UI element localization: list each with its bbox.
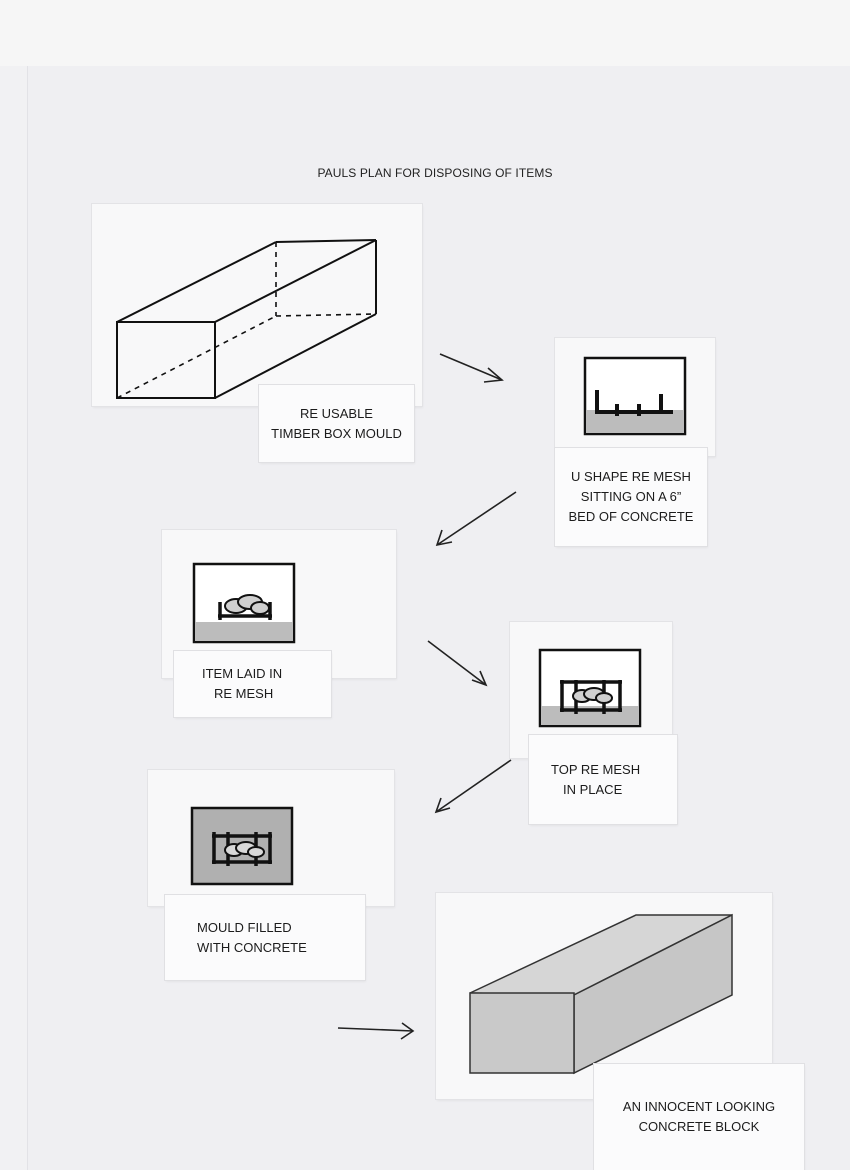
step-3-label: ITEM LAID IN RE MESH — [174, 651, 331, 717]
filled-mould-drawing — [148, 770, 394, 906]
step-5-card — [148, 770, 394, 906]
page-title: PAULS PLAN FOR DISPOSING OF ITEMS — [317, 166, 553, 180]
step-6-label: AN INNOCENT LOOKING CONCRETE BLOCK — [594, 1064, 804, 1170]
step-2-label: U SHAPE RE MESH SITTING ON A 6” BED OF CONCRETE — [555, 448, 707, 546]
scanner-margin — [0, 0, 850, 66]
step-1-card — [92, 204, 422, 406]
step-4-label: TOP RE MESH IN PLACE — [529, 735, 677, 824]
step-1-label: RE USABLE TIMBER BOX MOULD — [259, 385, 414, 462]
timber-box-mould-drawing — [92, 204, 422, 406]
step-2-card — [555, 338, 715, 456]
u-shape-mesh-drawing — [555, 338, 715, 456]
step-5-label: MOULD FILLED WITH CONCRETE — [165, 895, 365, 980]
